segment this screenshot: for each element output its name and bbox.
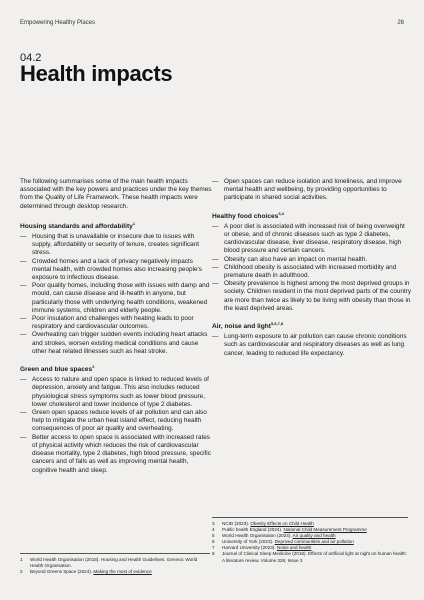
air-ref: 5,6,7,8 [270, 321, 284, 327]
green-list [20, 376, 212, 474]
list-item: — Green open spaces reduce levels of air pollution and can also help to mitigate the urban heat island effect, reducing health consequences of poor air quality and overheating. [20, 409, 212, 434]
footnote-link[interactable]: Air quality and health [292, 533, 336, 539]
list-item: — Childhood obesity is associated with increased morbidity and premature death in adulthood. [212, 264, 412, 280]
footnote-citation: University of York (2023). [222, 539, 275, 545]
footnote-citation: Public health England (2024). [222, 527, 284, 533]
section-number: 04.2 [20, 52, 42, 64]
publication-title: Empowering Healthy Places [20, 20, 96, 26]
page-number: 26 [397, 20, 404, 26]
footnote [212, 551, 408, 563]
housing-heading-text: Housing standards and affordability [20, 222, 133, 230]
footnotes-right [212, 517, 408, 564]
green-ref: 2 [92, 364, 95, 370]
housing-ref: 1 [132, 220, 136, 226]
footnote-text [30, 557, 210, 569]
footnote-citation: Journal of Clinical Sleep Medicine (2018). Effects of artificial light at night on human health: A literature review. Volume 328, Issue 3 [222, 551, 407, 563]
running-header [20, 20, 404, 26]
footnote-link[interactable]: National Child Measurement Programme [283, 527, 367, 533]
footnote-number: 8 [212, 551, 215, 557]
green-heading-text: Green and blue spaces [20, 366, 93, 374]
right-column [212, 178, 412, 358]
footnote-citation: Harvard University (2023). [222, 545, 277, 551]
footnote-number: 4 [212, 527, 215, 533]
footnote-citation: World Health Organisation (2024). [222, 533, 293, 539]
list-item: — Long-term exposure to air pollution can cause chronic conditions such as cardiovascular and respiratory diseases as well as lung cancer, leading to reduced life expectancy. [212, 333, 412, 358]
list-item: — Open spaces can reduce isolation and loneliness, and improve mental health and wellbeing, by providing opportunities to participate in shared social activities. [212, 178, 412, 203]
list-item: — A poor diet is associated with increased risk of being overweight or obese, and of chronic diseases such as type 2 diabetes, cardiovascular disease, liver disease, respiratory disease, high blood pressure and certain cancers. [212, 223, 412, 256]
footnote-citation: NCID (2023). [222, 521, 251, 526]
list-item: — Crowded homes and a lack of privacy negatively impacts mental health, with crowded homes also increasing people's exposure to infectious disease. [20, 258, 212, 283]
footnotes-left [20, 553, 210, 575]
footnote-link[interactable]: Noise and health [276, 545, 312, 551]
housing-heading [20, 220, 212, 231]
housing-list [20, 233, 212, 356]
food-heading-text: Healthy food choices [212, 212, 279, 220]
left-column [20, 178, 212, 475]
intro-paragraph: The following summarises some of the main health impacts associated with the key powers and practices under the key themes from the Quality of Life Framework. These health impacts were determined through desktop research. [20, 178, 212, 210]
footnote-number: 2 [20, 569, 23, 575]
footnote-link[interactable]: Making the most of evidence [93, 569, 152, 575]
list-item: — Poor insulation and challenges with heating leads to poor respiratory and cardiovascular outcomes. [20, 315, 212, 331]
green-heading [20, 366, 212, 374]
food-ref: 3,4 [278, 210, 284, 216]
footnote-number: 6 [212, 539, 215, 545]
air-heading-text: Air, noise and light [212, 323, 271, 331]
footnote-citation: World Health Organisation (2018). Housing and Health Guidelines. Geneva: World Health Organisation. [30, 557, 198, 569]
food-heading [212, 210, 412, 221]
list-item: — Obesity prevalence is highest among the most deprived groups in society. Children resident in the most deprived parts of the country are more than twice as likely to be living with obesity than those in the least deprived areas. [212, 280, 412, 313]
list-item: — Overheating can trigger sudden events including heart attacks and strokes, worsen existing medical conditions and cause other heat related illnesses such as heat stroke. [20, 331, 212, 356]
page-title: Health impacts [20, 61, 173, 86]
footnote-number: 3 [212, 521, 215, 526]
footnote-text [222, 551, 408, 563]
footnote-number: 7 [212, 545, 215, 551]
list-item: — Access to nature and open space is linked to reduced levels of depression, anxiety and fatigue. This also includes reduced physiological stress symptoms such as lower blood pressure, lower cholesterol and lower incidence of type 2 diabetes. [20, 376, 212, 409]
footnote-citation: Beyond Greens Space (2024). [30, 569, 94, 575]
footnote-text [30, 569, 152, 575]
footnote-link[interactable]: Obesity Effects on Child Health [250, 521, 314, 526]
list-item: — Housing that is unavailable or insecure due to issues with supply, affordability or security of tenure, creates significant stress. [20, 233, 212, 258]
air-list [212, 333, 412, 358]
list-item: — Poor quality homes, including those with issues with damp and mould, can cause disease and ill-health in anyone, but particularly those with underlying health conditions, weakened immune systems, children and elderly people. [20, 282, 212, 315]
list-item: — Obesity can also have an impact on mental health. [212, 256, 412, 264]
footnote [20, 557, 210, 569]
footnote-number: 5 [212, 533, 215, 539]
green-list-continued [212, 178, 412, 203]
footnote [20, 569, 210, 575]
list-item: — Better access to open space is associated with increased rates of physical activity which reduces the risk of cardiovascular disease mortality, type 2 diabetes, high blood pressure, specific cancers and of falls as well as improving mental health, cognitive health and sleep. [20, 434, 212, 475]
food-list [212, 223, 412, 313]
footnote-link[interactable]: Deprived communities and air pollution [274, 539, 354, 545]
footnote-number: 1 [20, 557, 23, 562]
air-heading [212, 323, 412, 331]
